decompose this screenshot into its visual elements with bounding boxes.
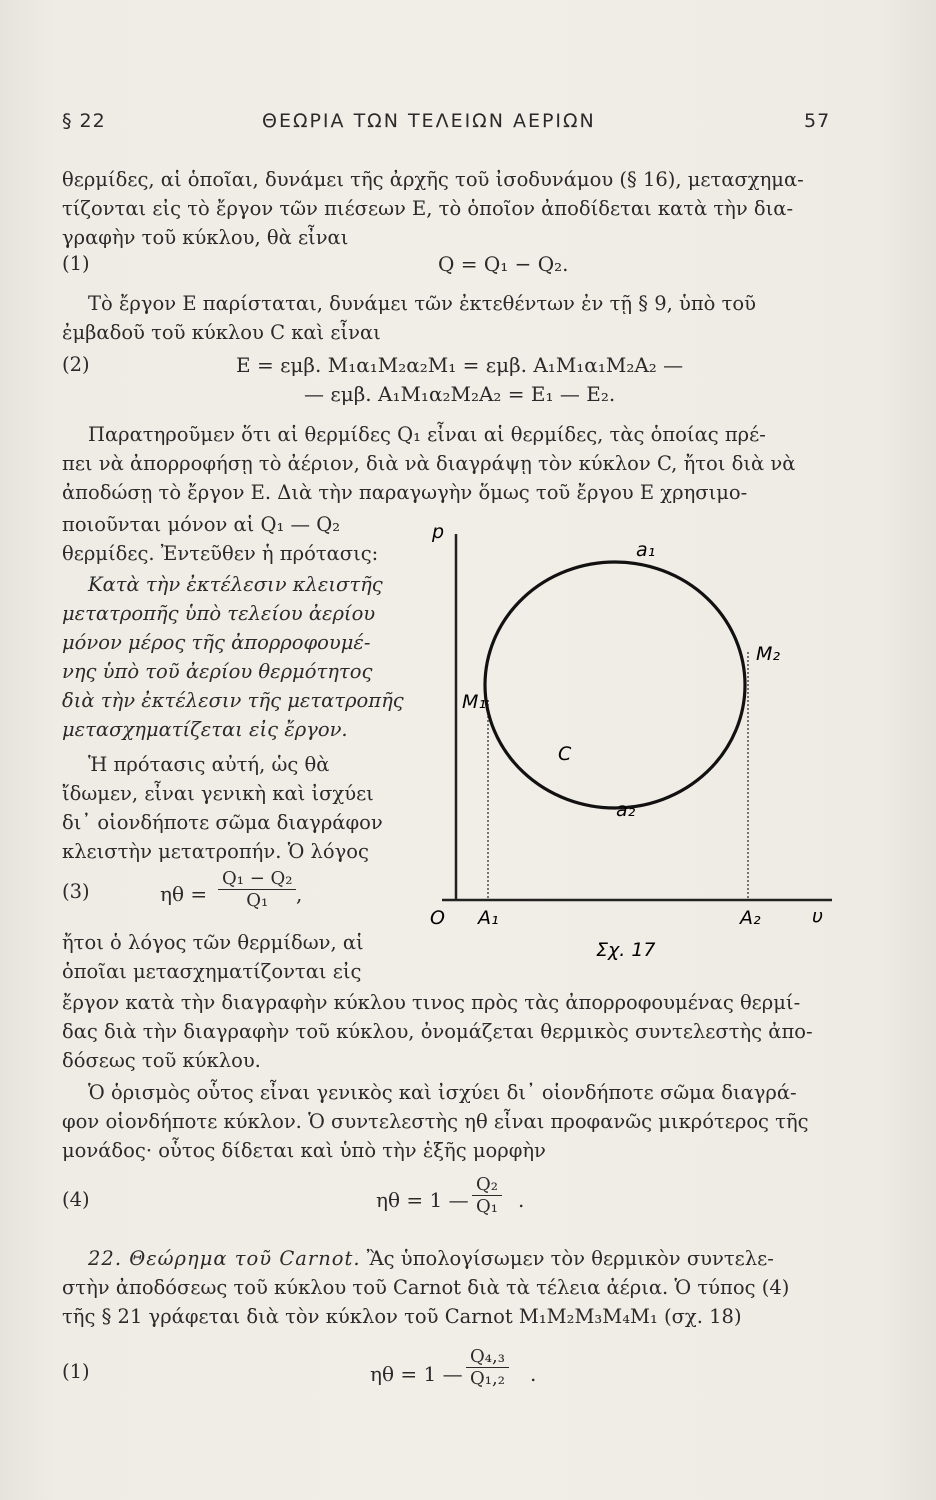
cycle-label: C — [558, 743, 572, 765]
pv-diagram — [420, 520, 840, 980]
proposition-line: διὰ τὴν ἐκτέλεσιν τῆς μετατροπῆς — [62, 689, 404, 712]
equation-number: (2) — [62, 353, 90, 376]
text-line: ἔργον κατὰ τὴν διαγραφὴν κύκλου τινος πρὸς τὰς ἀπορροφουμένας θερμί- — [62, 991, 801, 1014]
equation-number: (4) — [62, 1188, 90, 1211]
running-title: ΘΕΩΡΙΑ ΤΩΝ ΤΕΛΕΙΩΝ ΑΕΡΙΩΝ — [262, 110, 596, 132]
origin-label: O — [430, 907, 445, 929]
equation-lhs: ηθ = 1 — — [376, 1188, 469, 1212]
proposition-line: μετατροπῆς ὑπὸ τελείου ἀερίου — [62, 602, 376, 625]
equation-fraction — [472, 1174, 502, 1217]
text-line: φον οἱονδήποτε κύκλον. Ὁ συντελεστὴς ηθ εἶναι προφανῶς μικρότερος τῆς — [62, 1110, 809, 1133]
equation: Q = Q₁ − Q₂. — [438, 252, 569, 276]
equation-fraction — [218, 868, 296, 911]
v-label: υ — [812, 905, 823, 927]
numerator: Q₄,₃ — [466, 1346, 509, 1368]
text-line: δόσεως τοῦ κύκλου. — [62, 1049, 261, 1072]
text-line: ἐμβαδοῦ τοῦ κύκλου C καὶ εἶναι — [62, 321, 381, 344]
section-line — [88, 1244, 856, 1273]
equation-number: (1) — [62, 1360, 90, 1383]
p-label: p — [432, 521, 445, 543]
text-line: θερμίδες, αἱ ὁποῖαι, δυνάμει τῆς ἀρχῆς τοῦ ἰσοδυνάμου (§ 16), μετασχημα- — [62, 168, 804, 191]
proposition-line: μετασχηματίζεται εἰς ἔργον. — [62, 718, 348, 741]
equation-tail: , — [296, 882, 303, 906]
equation-continuation: — εμβ. Α₁Μ₁α₂Μ₂Α₂ = Ε₁ — Ε₂. — [304, 382, 616, 406]
equation-tail: . — [518, 1188, 525, 1212]
a2-point-label: a₂ — [616, 799, 636, 821]
a1-point-label: a₁ — [636, 539, 656, 561]
a1-axis-label: A₁ — [478, 907, 499, 929]
text-line: ἴδωμεν, εἶναι γενικὴ καὶ ἰσχύει — [62, 782, 374, 805]
equation-lhs: ηθ = — [160, 882, 208, 906]
equation: Ε = εμβ. Μ₁α₁Μ₂α₂Μ₁ = εμβ. Α₁Μ₁α₁Μ₂Α₂ — — [236, 353, 684, 377]
text-line: τῆς § 21 γράφεται διὰ τὸν κύκλον τοῦ Carnot Μ₁Μ₂Μ₃Μ₄Μ₁ (σχ. 18) — [62, 1305, 742, 1328]
text-line: Ὁ ὁρισμὸς οὗτος εἶναι γενικὸς καὶ ἰσχύει δι᾽ οἱονδήποτε σῶμα διαγρά- — [88, 1081, 797, 1104]
m1-label: M₁ — [462, 691, 487, 713]
text-line: Τὸ ἔργον Ε παρίσταται, δυνάμει τῶν ἐκτεθέντων ἐν τῇ § 9, ὑπὸ τοῦ — [88, 292, 756, 315]
numerator: Q₁ − Q₂ — [218, 868, 296, 890]
text-line: κλειστὴν μετατροπήν. Ὁ λόγος — [62, 840, 369, 863]
text-line: Ἡ πρότασις αὐτή, ὡς θὰ — [88, 753, 330, 776]
equation-tail: . — [530, 1362, 537, 1386]
cycle-curve — [485, 562, 745, 808]
text-line: δι᾽ οἱονδήποτε σῶμα διαγράφον — [62, 811, 383, 834]
proposition-line: μόνον μέρος τῆς ἀπορροφουμέ- — [62, 631, 371, 654]
denominator: Q₁ — [246, 890, 269, 911]
equation-lhs: ηθ = 1 — — [370, 1362, 463, 1386]
section-text: Ἂς ὑπολογίσωμεν τὸν θερμικὸν συντελε- — [366, 1247, 774, 1270]
section-marker: § 22 — [62, 110, 106, 132]
text-line: γραφὴν τοῦ κύκλου, θὰ εἶναι — [62, 226, 349, 249]
text-line: μονάδος· οὗτος δίδεται καὶ ὑπὸ τὴν ἑξῆς μορφὴν — [62, 1139, 546, 1162]
section-heading: 22. Θεώρημα τοῦ Carnot. — [88, 1247, 361, 1270]
text-line: ὁποῖαι μετασχηματίζονται εἰς — [62, 960, 362, 983]
text-line: θερμίδες. Ἐντεῦθεν ἡ πρότασις: — [62, 542, 379, 565]
numerator: Q₂ — [472, 1174, 502, 1196]
text-line: τίζονται εἰς τὸ ἔργον τῶν πιέσεων Ε, τὸ ὁποῖον ἀποδίδεται κατὰ τὴν δια- — [62, 197, 794, 220]
text-line: ποιοῦνται μόνον αἱ Q₁ — Q₂ — [62, 513, 341, 536]
equation-number: (3) — [62, 880, 90, 903]
text-line: πει νὰ ἀπορροφήσῃ τὸ ἀέριον, διὰ νὰ διαγράψῃ τὸν κύκλον C, ἤτοι διὰ νὰ — [62, 452, 796, 475]
denominator: Q₁ — [476, 1196, 498, 1217]
m2-label: M₂ — [756, 643, 781, 665]
figure-caption: Σχ. 17 — [596, 939, 656, 961]
a2-axis-label: A₂ — [740, 907, 761, 929]
text-line: στὴν ἀποδόσεως τοῦ κύκλου τοῦ Carnot διὰ τὰ τέλεια ἀέρια. Ὁ τύπος (4) — [62, 1276, 790, 1299]
equation-fraction — [466, 1346, 509, 1389]
page-number: 57 — [804, 110, 831, 132]
text-line: ἤτοι ὁ λόγος τῶν θερμίδων, αἱ — [62, 931, 364, 954]
text-line: δας διὰ τὴν διαγραφὴν τοῦ κύκλου, ὀνομάζεται θερμικὸς συντελεστὴς ἀπο- — [62, 1020, 813, 1043]
proposition-line: Κατὰ τὴν ἐκτέλεσιν κλειστῆς — [88, 573, 383, 596]
text-line: Παρατηροῦμεν ὅτι αἱ θερμίδες Q₁ εἶναι αἱ θερμίδες, τὰς ὁποίας πρέ- — [88, 423, 766, 446]
proposition-line: νης ὑπὸ τοῦ ἀερίου θερμότητος — [62, 660, 373, 683]
denominator: Q₁,₂ — [470, 1368, 505, 1389]
text-line: ἀποδώσῃ τὸ ἔργον Ε. Διὰ τὴν παραγωγὴν ὅμως τοῦ ἔργου Ε χρησιμο- — [62, 481, 748, 504]
equation-number: (1) — [62, 252, 90, 275]
